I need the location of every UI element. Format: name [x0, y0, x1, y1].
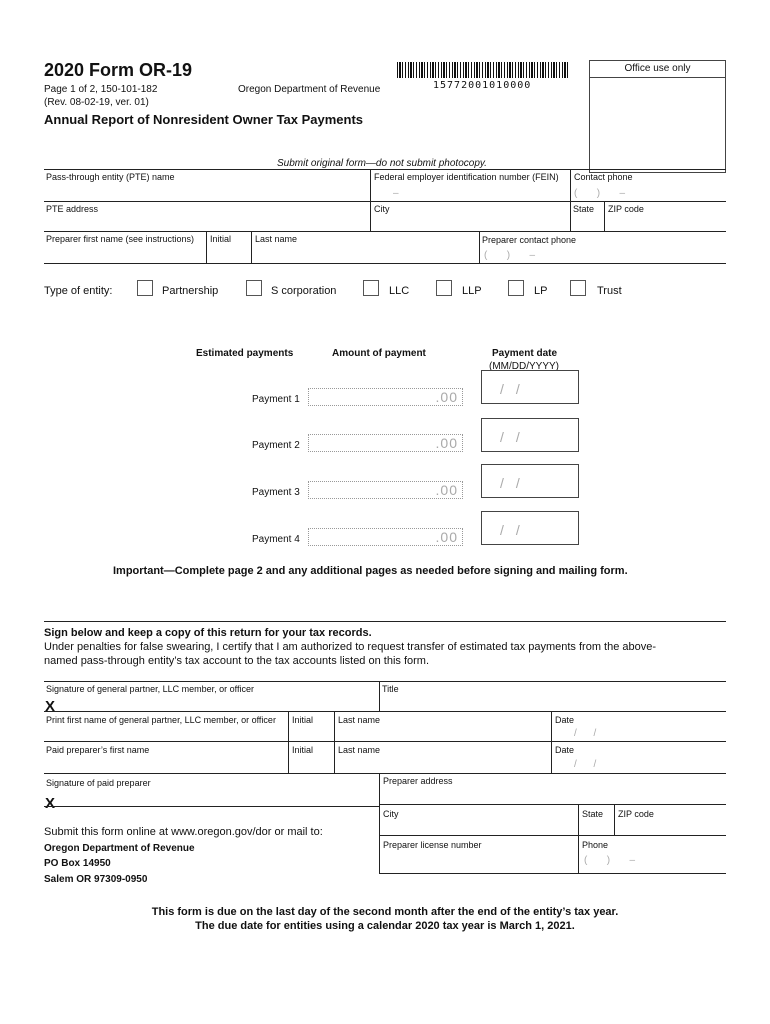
- preparer-zip-label: ZIP code: [618, 809, 654, 819]
- preparer-address-label: Preparer address: [383, 776, 453, 786]
- payment-3-date[interactable]: //: [481, 464, 579, 498]
- paid-preparer-first-label: Paid preparer’s first name: [46, 745, 150, 755]
- preparer-signature-x: X: [45, 795, 56, 812]
- llc-label: LLC: [389, 285, 410, 297]
- pte-name-label: Pass-through entity (PTE) name: [46, 172, 175, 182]
- preparer-signature-input[interactable]: [60, 792, 376, 807]
- preparer-city-label: City: [383, 809, 399, 819]
- state-label: State: [573, 204, 595, 214]
- fein-dash: –: [393, 188, 399, 199]
- payment-3-amount[interactable]: .00: [308, 481, 463, 499]
- office-use-label: Office use only: [590, 61, 725, 78]
- preparer-license-label: Preparer license number: [383, 840, 482, 850]
- mail-line-3: Salem OR 97309-0950: [44, 874, 148, 885]
- declaration-line-1: Under penalties for false swearing, I certify that I am authorized to request transfer of estimated tax payments from the above-: [44, 641, 657, 653]
- preparer-first-label: Preparer first name (see instructions): [46, 234, 195, 244]
- mail-line-1: Oregon Department of Revenue: [44, 843, 195, 854]
- payment-4-amount[interactable]: .00: [308, 528, 463, 546]
- footer-line-2: The due date for entities using a calendar 2020 tax year is March 1, 2021.: [195, 920, 575, 932]
- payment-1-date[interactable]: //: [481, 370, 579, 404]
- payment-4-label: Payment 4: [252, 534, 300, 545]
- sign-date-label: Date: [555, 715, 575, 725]
- fein-label: Federal employer identification number (FEIN): [374, 172, 559, 182]
- signature-x: X: [45, 698, 56, 715]
- preparer-phone-label: Preparer contact phone: [482, 235, 577, 245]
- city-label: City: [374, 204, 390, 214]
- submit-note: Submit original form—do not submit photocopy.: [277, 158, 487, 169]
- partnership-checkbox[interactable]: [137, 280, 153, 296]
- barcode: [397, 62, 569, 78]
- sign-date-field[interactable]: / /: [574, 728, 597, 739]
- lp-checkbox[interactable]: [508, 280, 524, 296]
- form-title: 2020 Form OR-19: [44, 60, 193, 80]
- preparer-phone-field-2[interactable]: ( ) –: [584, 855, 636, 866]
- pte-address-label: PTE address: [46, 204, 99, 214]
- city-input[interactable]: [372, 214, 568, 230]
- mail-line-2: PO Box 14950: [44, 858, 111, 869]
- pte-address-input[interactable]: [44, 214, 368, 230]
- revision: (Rev. 08-02-19, ver. 01): [44, 97, 149, 108]
- s-corporation-label: S corporation: [271, 285, 337, 297]
- initial-label: Initial: [210, 234, 232, 244]
- contact-phone-label: Contact phone: [574, 172, 633, 182]
- office-use-box: [589, 60, 726, 173]
- contact-phone-field[interactable]: ( ) –: [574, 188, 626, 199]
- important-note: Important—Complete page 2 and any additional pages as needed before signing and mailing form.: [113, 565, 628, 577]
- declaration-line-2: named pass-through entity’s tax account to the tax accounts listed on this form.: [44, 655, 430, 667]
- print-initial-label: Initial: [292, 715, 314, 725]
- payment-date-format: (MM/DD/YYYY): [489, 361, 559, 372]
- footer-line-1: This form is due on the last day of the second month after the end of the entity’s tax year.: [151, 906, 619, 918]
- amount-header: Amount of payment: [332, 348, 426, 359]
- last-name-label: Last name: [255, 234, 298, 244]
- paid-preparer-date-label: Date: [555, 745, 575, 755]
- form-subtitle: Annual Report of Nonresident Owner Tax Payments: [44, 112, 364, 127]
- preparer-phone-field[interactable]: ( ) –: [484, 250, 536, 261]
- title-label: Title: [382, 684, 399, 694]
- trust-label: Trust: [597, 285, 622, 297]
- paid-preparer-initial-label: Initial: [292, 745, 314, 755]
- paid-preparer-last-name-label: Last name: [338, 745, 381, 755]
- barcode-number: 15772001010000: [433, 80, 532, 91]
- estimated-payments-header: Estimated payments: [196, 348, 294, 359]
- payment-2-amount[interactable]: .00: [308, 434, 463, 452]
- payment-2-label: Payment 2: [252, 440, 300, 451]
- mail-intro: Submit this form online at www.oregon.gov/dor or mail to:: [44, 826, 323, 838]
- lp-label: LP: [534, 285, 548, 297]
- preparer-phone-label-2: Phone: [582, 840, 609, 850]
- s-corporation-checkbox[interactable]: [246, 280, 262, 296]
- print-last-name-label: Last name: [338, 715, 381, 725]
- llp-checkbox[interactable]: [436, 280, 452, 296]
- sign-heading: Sign below and keep a copy of this return for your tax records.: [44, 627, 372, 639]
- trust-checkbox[interactable]: [570, 280, 586, 296]
- print-name-label: Print first name of general partner, LLC member, or officer: [46, 715, 276, 725]
- fein-input[interactable]: [372, 183, 568, 201]
- zip-label: ZIP code: [608, 204, 644, 214]
- payment-4-date[interactable]: //: [481, 511, 579, 545]
- entity-type-label: Type of entity:: [44, 285, 113, 297]
- payment-1-label: Payment 1: [252, 394, 300, 405]
- payment-1-amount[interactable]: .00: [308, 388, 463, 406]
- payment-3-label: Payment 3: [252, 487, 300, 498]
- preparer-state-label: State: [582, 809, 604, 819]
- page-info: Page 1 of 2, 150-101-182: [44, 84, 158, 95]
- payment-2-date[interactable]: //: [481, 418, 579, 452]
- payment-date-header: Payment date: [492, 348, 558, 359]
- signature-input[interactable]: [60, 696, 376, 711]
- pte-name-input[interactable]: [44, 183, 368, 201]
- department-name: Oregon Department of Revenue: [238, 84, 381, 95]
- partnership-label: Partnership: [162, 285, 219, 297]
- signature-label: Signature of general partner, LLC member, or officer: [46, 684, 254, 694]
- preparer-signature-label: Signature of paid preparer: [46, 778, 151, 788]
- paid-preparer-date-field[interactable]: / /: [574, 759, 597, 770]
- llp-label: LLP: [462, 285, 482, 297]
- llc-checkbox[interactable]: [363, 280, 379, 296]
- title-input[interactable]: [382, 696, 722, 711]
